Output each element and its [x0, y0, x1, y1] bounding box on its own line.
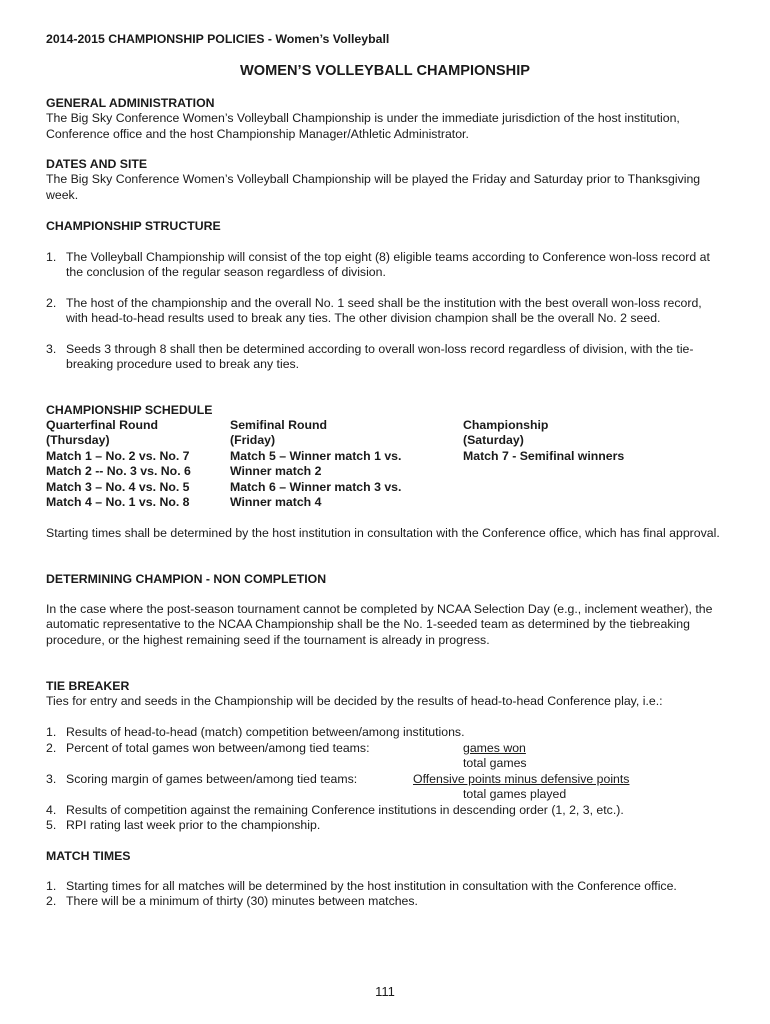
- list-item: [46, 296, 724, 327]
- list-number: 1.: [46, 725, 57, 739]
- structure-list: [46, 250, 724, 372]
- list-item: [46, 879, 724, 894]
- page-title: WOMEN’S VOLLEYBALL CHAMPIONSHIP: [240, 63, 530, 79]
- general-administration-section: [46, 96, 724, 142]
- tie-breaker-item-3: Scoring margin of games between/among tied teams:: [66, 772, 358, 786]
- championship-line: Match 7 - Semifinal winners: [463, 448, 625, 463]
- list-text: The Volleyball Championship will consist of the top eight (8) eligible teams according to Conference won-loss record at the conclusion of the regular season regardless of division.: [66, 250, 710, 280]
- tie-breaker-intro: Ties for entry and seeds in the Championship will be decided by the results of head-to-head Conference play, i.e.:: [46, 694, 663, 709]
- dates-site-heading: DATES AND SITE: [46, 157, 148, 171]
- quarterfinal-line: Match 2 -- No. 3 vs. No. 6: [46, 464, 191, 479]
- starting-times-text: Starting times shall be determined by the host institution in consultation with the Conference office, which has final approval.: [46, 526, 720, 540]
- quarterfinal-line: Match 3 – No. 4 vs. No. 5: [46, 479, 190, 494]
- tie-breaker-item-2: Percent of total games won between/among tied teams:: [66, 741, 370, 755]
- schedule-heading: CHAMPIONSHIP SCHEDULE: [46, 403, 213, 417]
- semifinal-line: Winner match 4: [230, 495, 322, 510]
- general-administration-text: The Big Sky Conference Women’s Volleyball Championship is under the immediate jurisdiction of the host institution, Conference office and the host Championship Manager/Athletic Administrator.: [46, 111, 680, 141]
- championship-line: (Saturday): [463, 433, 524, 448]
- games-played-denominator: total games played: [463, 787, 567, 801]
- list-item: [46, 894, 724, 909]
- dates-site-text: The Big Sky Conference Women’s Volleyball Championship will be played the Friday and Saturday prior to Thanksgiving week.: [46, 172, 701, 202]
- championship-line: Championship: [463, 418, 549, 432]
- tie-breaker-section: [46, 679, 724, 710]
- points-numerator: Offensive points minus defensive points: [413, 772, 630, 786]
- semifinal-line: Match 5 – Winner match 1 vs.: [230, 448, 402, 463]
- list-number: 2.: [46, 295, 57, 310]
- tie-breaker-item-1: Results of head-to-head (match) competition between/among institutions.: [66, 725, 465, 739]
- tie-breaker-item-5: RPI rating last week prior to the championship.: [66, 818, 321, 832]
- list-text: Starting times for all matches will be determined by the host institution in consultation with the Conference office.: [66, 879, 677, 893]
- schedule-section: [46, 403, 724, 510]
- tie-breaker-list: [46, 725, 724, 835]
- list-number: 3.: [46, 341, 57, 356]
- structure-heading: CHAMPIONSHIP STRUCTURE: [46, 219, 221, 233]
- list-number: 3.: [46, 772, 57, 786]
- non-completion-heading: DETERMINING CHAMPION - NON COMPLETION: [46, 572, 327, 586]
- tie-breaker-heading: TIE BREAKER: [46, 679, 130, 693]
- general-administration-heading: GENERAL ADMINISTRATION: [46, 96, 215, 110]
- list-number: 2.: [46, 741, 57, 755]
- semifinal-line: Winner match 2: [230, 464, 322, 479]
- list-text: Seeds 3 through 8 shall then be determined according to overall won-loss record regardless of division, with the tie-breaking procedure used to break any ties.: [66, 341, 694, 372]
- list-number: 1.: [46, 250, 57, 264]
- list-number: 4.: [46, 803, 57, 817]
- match-times-list: [46, 879, 724, 910]
- list-text: There will be a minimum of thirty (30) minutes between matches.: [66, 894, 418, 909]
- running-header: 2014-2015 CHAMPIONSHIP POLICIES - Women’s Volleyball: [46, 32, 390, 46]
- quarterfinal-line: Match 4 – No. 1 vs. No. 8: [46, 495, 190, 510]
- tie-breaker-item-4: Results of competition against the remaining Conference institutions in descending order (1, 2, 3, etc.).: [66, 803, 624, 817]
- list-text: The host of the championship and the overall No. 1 seed shall be the institution with the best overall won-loss record, with head-to-head results used to break any ties. The other division champion shall be the overall No. 2 seed.: [66, 295, 702, 326]
- match-times-heading: MATCH TIMES: [46, 849, 131, 863]
- quarterfinal-line: Quarterfinal Round: [46, 418, 159, 432]
- championship-column: [463, 418, 624, 464]
- list-number: 1.: [46, 879, 57, 893]
- page-number: 111: [375, 984, 395, 999]
- quarterfinal-line: (Thursday): [46, 433, 110, 448]
- quarterfinal-line: Match 1 – No. 2 vs. No. 7: [46, 448, 190, 463]
- semifinal-line: Semifinal Round: [230, 418, 328, 432]
- dates-site-section: [46, 157, 724, 203]
- total-games-denominator: total games: [463, 756, 527, 770]
- semifinal-column: [230, 418, 401, 510]
- list-item: [46, 342, 724, 373]
- list-number: 5.: [46, 818, 57, 832]
- list-number: 2.: [46, 894, 57, 909]
- quarterfinal-column: [46, 418, 191, 510]
- semifinal-line: Match 6 – Winner match 3 vs.: [230, 479, 402, 494]
- non-completion-text: In the case where the post-season tournament cannot be completed by NCAA Selection Day (e.g., inclement weather), the automatic representative to the NCAA Championship shall be the No. 1-seeded team as determined by the tiebreaking procedure, or the highest remaining seed if the tournament is already in progress.: [46, 602, 713, 647]
- list-item: [46, 250, 724, 281]
- semifinal-line: (Friday): [230, 433, 276, 448]
- games-won-numerator: games won: [463, 741, 526, 755]
